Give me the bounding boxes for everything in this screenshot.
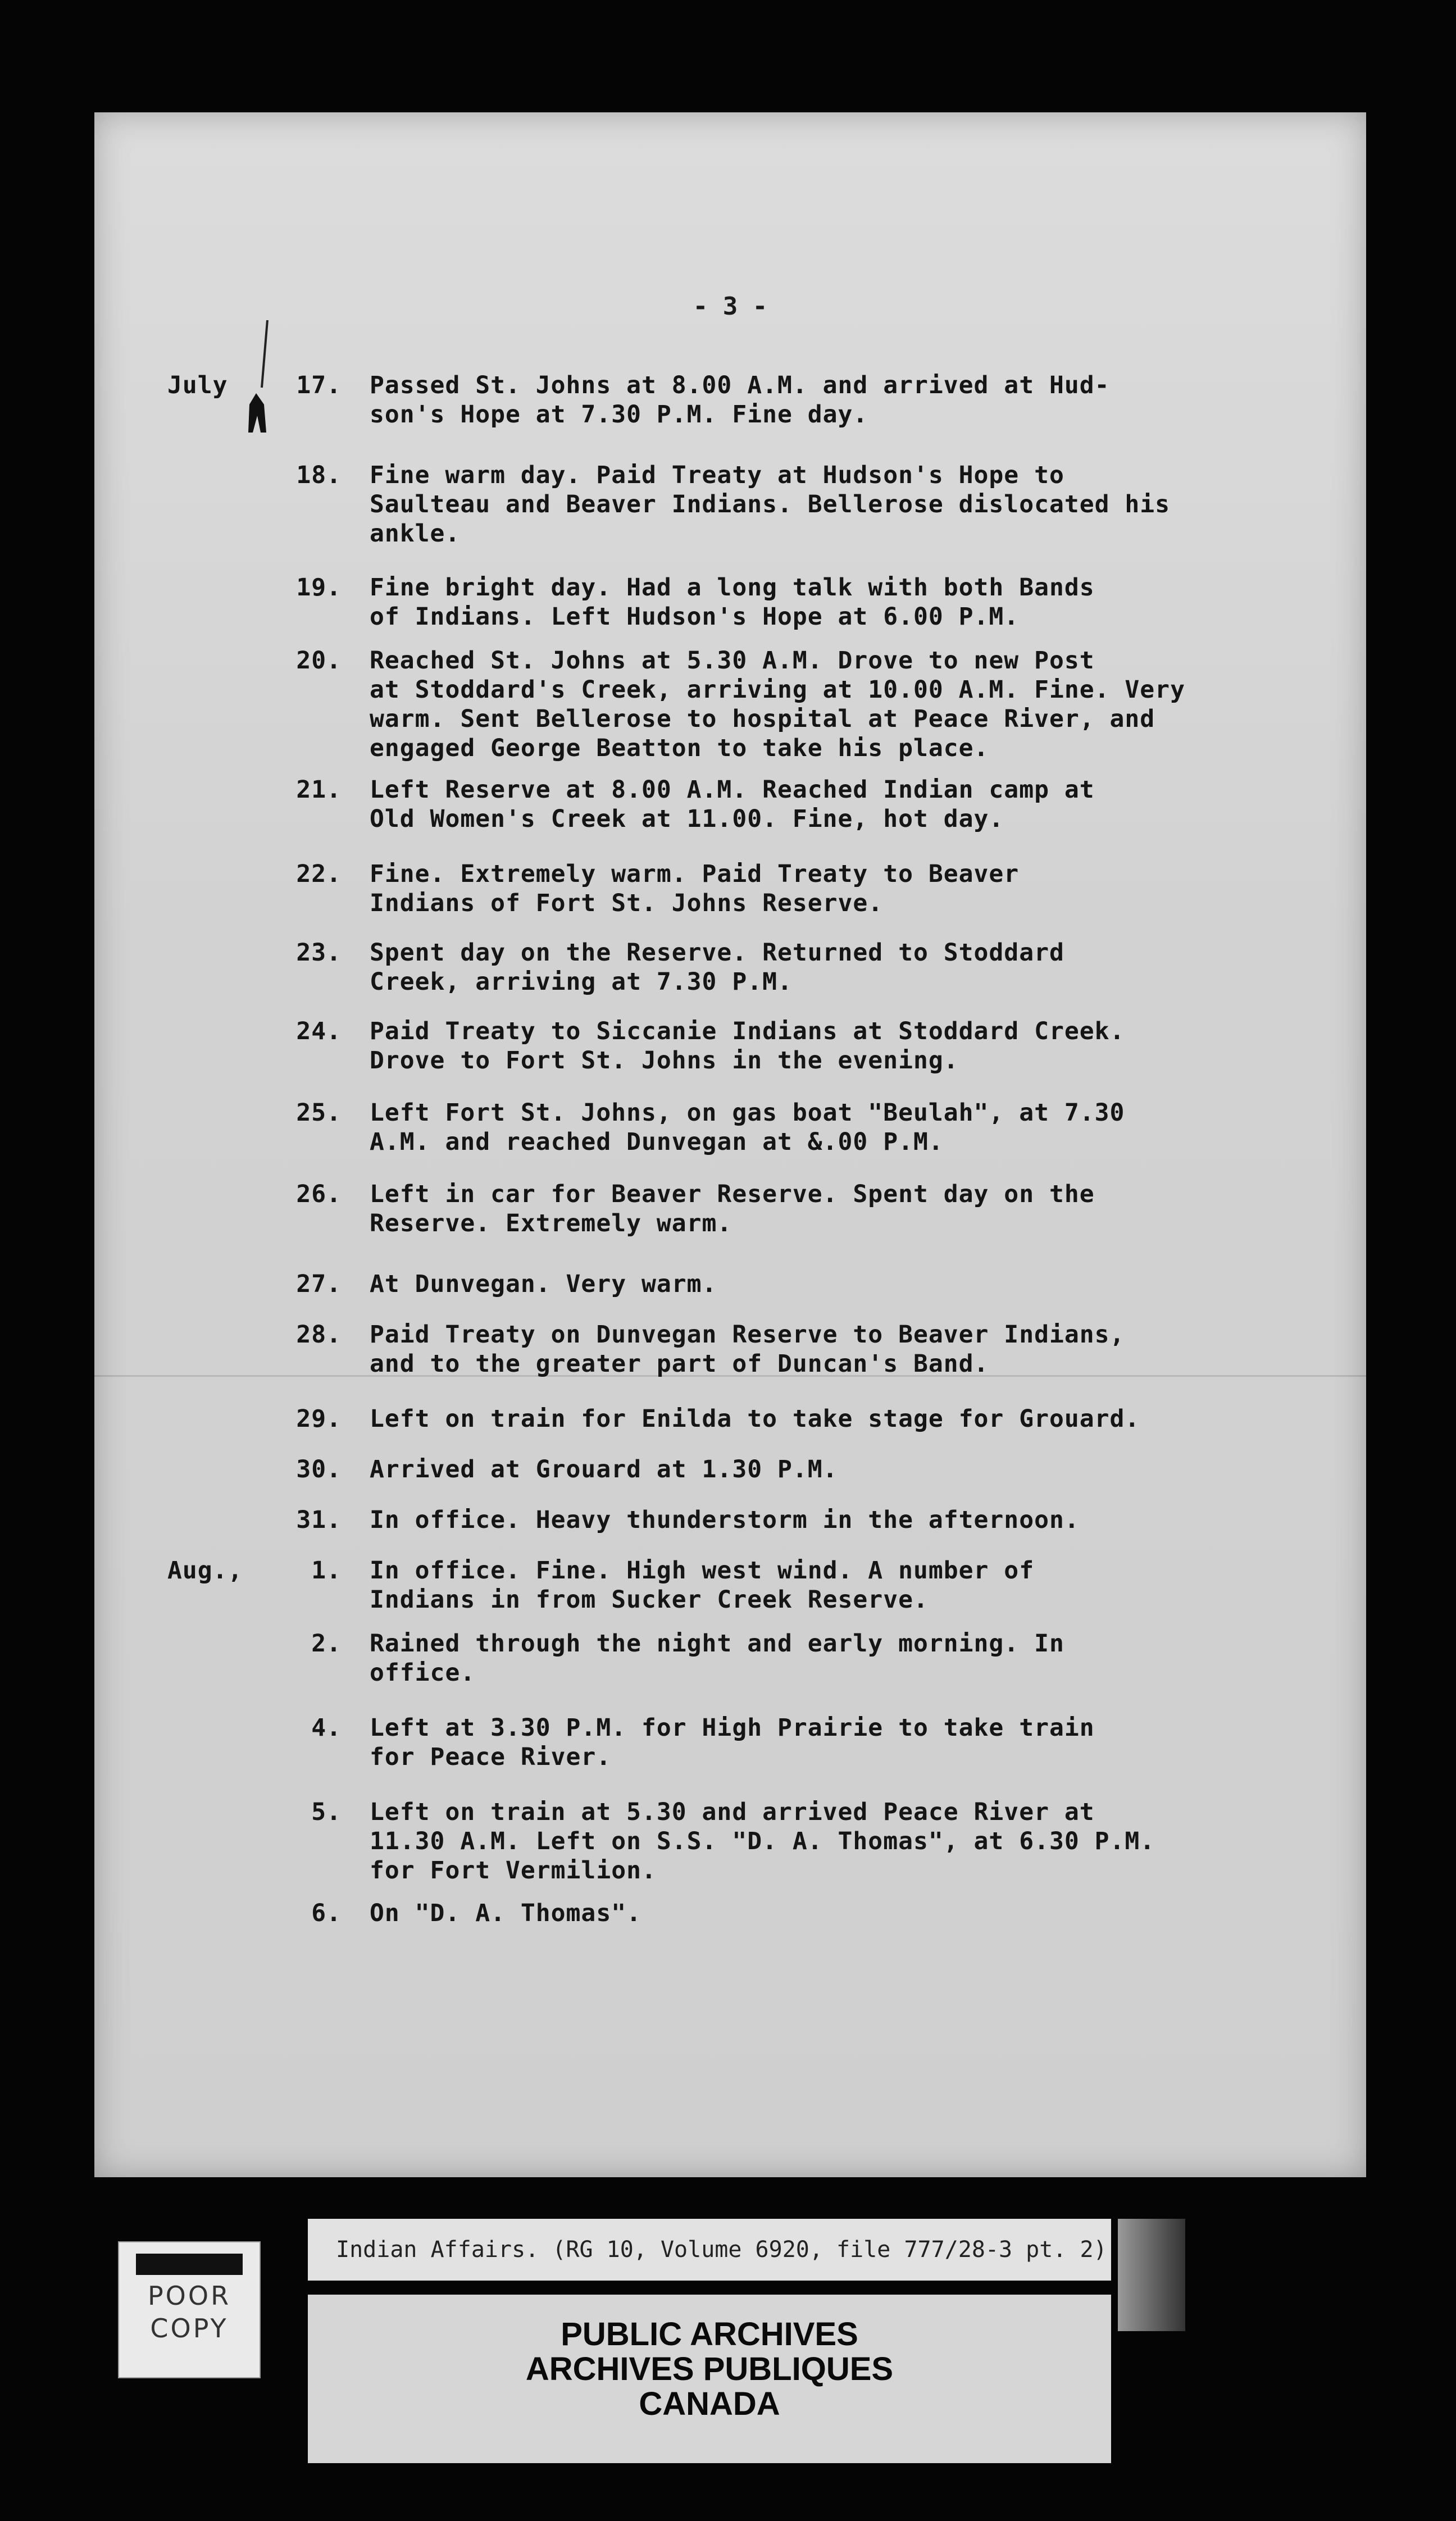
entry-day: 1. — [311, 1557, 342, 1585]
entry-day: 20. — [296, 647, 342, 675]
entry-text: On "D. A. Thomas". — [370, 1899, 641, 1927]
entry-text: Rained through the night and early morning. In office. — [370, 1630, 1064, 1687]
poor-copy-line2: COPY — [150, 2313, 229, 2343]
entry-text: Left on train at 5.30 and arrived Peace River at 11.30 A.M. Left on S.S. "D. A. Thomas", at 6.30 P.M. for Fort Vermilion. — [370, 1798, 1155, 1885]
entry-text: Passed St. Johns at 8.00 A.M. and arrived at Hud- son's Hope at 7.30 P.M. Fine day. — [370, 371, 1110, 429]
entry-text: Left in car for Beaver Reserve. Spent day on the Reserve. Extremely warm. — [370, 1180, 1095, 1237]
entry-text: Left Fort St. Johns, on gas boat "Beulah", at 7.30 A.M. and reached Dunvegan at &.00 P.M. — [370, 1099, 1125, 1156]
entry-text: In office. Fine. High west wind. A number of Indians in from Sucker Creek Reserve. — [370, 1557, 1035, 1614]
entry-text: At Dunvegan. Very warm. — [370, 1270, 717, 1298]
entry-day: 18. — [296, 461, 342, 489]
entry-day: 30. — [296, 1455, 342, 1484]
entry-text: Spent day on the Reserve. Returned to Stoddard Creek, arriving at 7.30 P.M. — [370, 939, 1064, 996]
page-number: - 3 - — [693, 292, 768, 321]
stamp-line3: CANADA — [639, 2386, 780, 2422]
archive-stamp-strip — [308, 2295, 1111, 2463]
entry-day: 2. — [311, 1630, 342, 1658]
entry-day: 29. — [296, 1405, 342, 1433]
entry-text: Paid Treaty to Siccanie Indians at Stoddard Creek. Drove to Fort St. Johns in the evening. — [370, 1017, 1125, 1075]
entry-day: 4. — [311, 1714, 342, 1742]
entry-text: Fine warm day. Paid Treaty at Hudson's Hope to Saulteau and Beaver Indians. Bellerose dislocated his ankle. — [370, 461, 1171, 548]
entry-day: 26. — [296, 1180, 342, 1208]
entry-text: Arrived at Grouard at 1.30 P.M. — [370, 1455, 838, 1484]
entry-day: 24. — [296, 1017, 342, 1045]
entry-day: 21. — [296, 776, 342, 804]
entry-text: Paid Treaty on Dunvegan Reserve to Beaver Indians, and to the greater part of Duncan's Band. — [370, 1321, 1125, 1378]
poor-copy-line1: POOR — [147, 2281, 231, 2311]
archive-stamp — [308, 2317, 1111, 2422]
entry-text: Left on train for Enilda to take stage for Grouard. — [370, 1405, 1140, 1433]
entry-text: Left at 3.30 P.M. for High Prairie to take train for Peace River. — [370, 1714, 1095, 1771]
entry-text: Reached St. Johns at 5.30 A.M. Drove to new Post at Stoddard's Creek, arriving at 10.00 A.M. Fine. Very warm. Sent Bellerose to hospital at Peace River, and engaged George Beatton to take his place. — [370, 647, 1185, 762]
entry-text: Fine bright day. Had a long talk with both Bands of Indians. Left Hudson's Hope at 6.00 P.M. — [370, 574, 1095, 631]
entry-text: Fine. Extremely warm. Paid Treaty to Beaver Indians of Fort St. Johns Reserve. — [370, 860, 1020, 917]
document-page — [94, 112, 1366, 2177]
stamp-line1: PUBLIC ARCHIVES — [561, 2316, 858, 2352]
redaction-bar — [136, 2254, 243, 2275]
entry-day: 6. — [311, 1899, 342, 1927]
entry-day: 25. — [296, 1099, 342, 1127]
entry-day: 5. — [311, 1798, 342, 1826]
entry-day: 17. — [296, 371, 342, 399]
entry-month: July — [167, 371, 228, 399]
poor-copy-tag — [118, 2241, 261, 2378]
entry-text: Left Reserve at 8.00 A.M. Reached Indian camp at Old Women's Creek at 11.00. Fine, hot day. — [370, 776, 1095, 833]
entry-day: 23. — [296, 939, 342, 967]
entry-text: In office. Heavy thunderstorm in the afternoon. — [370, 1506, 1080, 1534]
entry-month: Aug., — [167, 1557, 243, 1585]
label-shadow — [1118, 2219, 1185, 2331]
entry-day: 22. — [296, 860, 342, 888]
stamp-line2: ARCHIVES PUBLIQUES — [525, 2351, 894, 2387]
entry-day: 28. — [296, 1321, 342, 1349]
entry-day: 19. — [296, 574, 342, 602]
entry-day: 31. — [296, 1506, 342, 1534]
archive-citation: Indian Affairs. (RG 10, Volume 6920, file 777/28-3 pt. 2) — [308, 2219, 1111, 2281]
entry-day: 27. — [296, 1270, 342, 1298]
